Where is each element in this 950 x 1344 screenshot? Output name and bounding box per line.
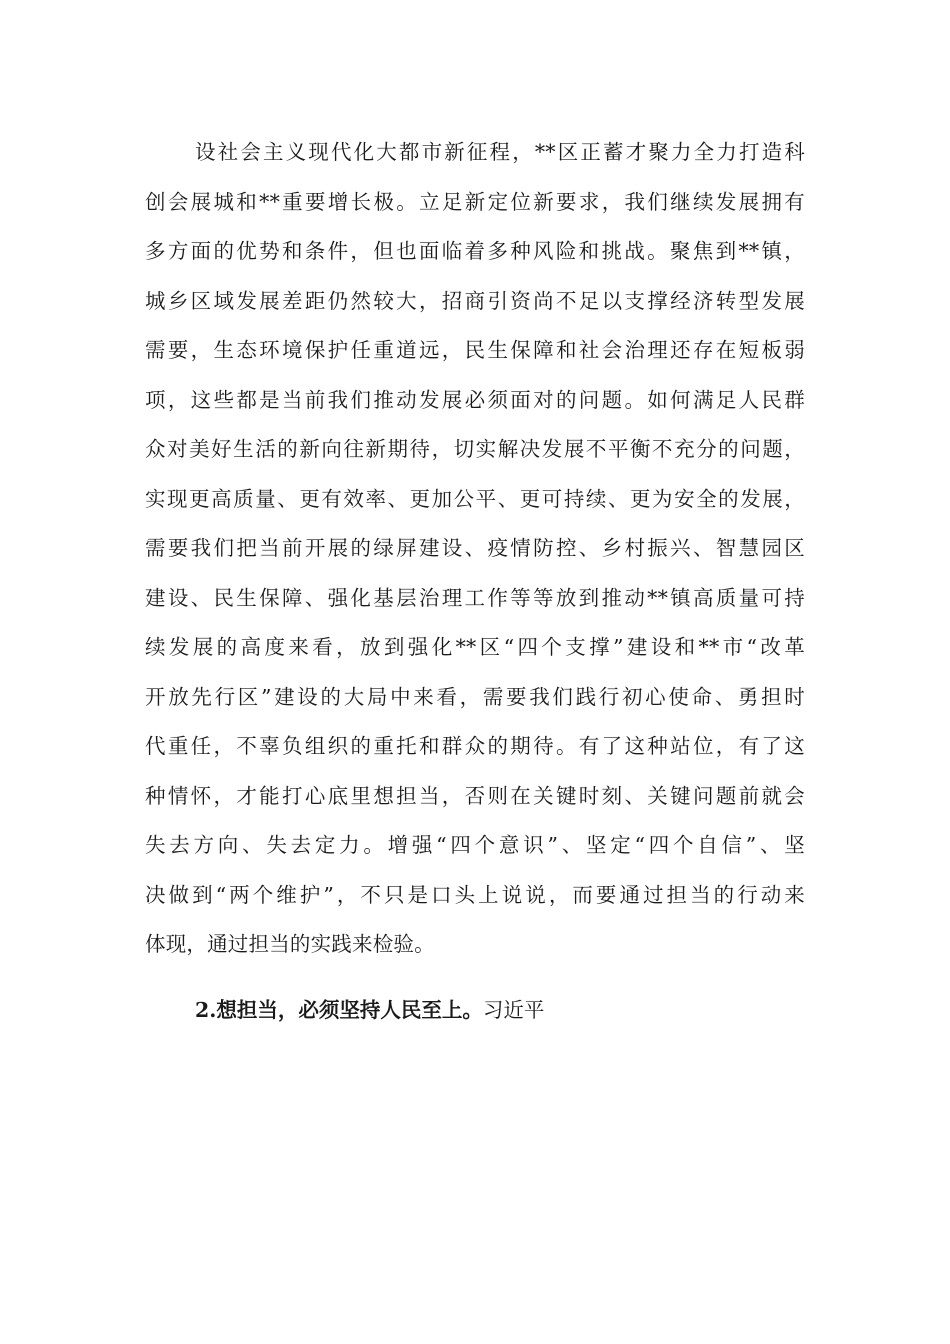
paragraph-line: 体现，通过担当的实践来检验。 [145, 932, 435, 956]
paragraph-line: 需要，生态环境保护任重道远，民生保障和社会治理还存在短板弱 [145, 338, 805, 362]
body-paragraph [145, 128, 805, 970]
section-heading-bold: 2.想担当，必须坚持人民至上。 [195, 998, 483, 1022]
paragraph-line: 代重任，不辜负组织的重托和群众的期待。有了这种站位，有了这 [145, 734, 805, 758]
paragraph-line: 创会展城和**重要增长极。立足新定位新要求，我们继续发展拥有 [145, 189, 805, 214]
paragraph-line: 种情怀，才能打心底里想担当，否则在关键时刻、关键问题前就会 [145, 783, 805, 808]
paragraph-line: 续发展的高度来看，放到强化**区“四个支撑”建设和**市“改革 [145, 635, 805, 659]
paragraph-line: 失去方向、失去定力。增强“四个意识”、坚定“四个自信”、坚 [145, 833, 805, 857]
paragraph-line: 需要我们把当前开展的绿屏建设、疫情防控、乡村振兴、智慧园区 [145, 536, 805, 560]
paragraph-line: 多方面的优势和条件，但也面临着多种风险和挑战。聚焦到**镇， [145, 239, 805, 263]
paragraph-line: 建设、民生保障、强化基层治理工作等等放到推动**镇高质量可持 [145, 585, 805, 610]
paragraph-line: 众对美好生活的新向往新期待，切实解决发展不平衡不充分的问题， [145, 437, 805, 461]
section-heading [195, 986, 544, 1036]
paragraph-line: 实现更高质量、更有效率、更加公平、更可持续、更为安全的发展， [145, 486, 805, 511]
section-heading-continuation: 习近平 [482, 998, 545, 1022]
paragraph-line: 项，这些都是当前我们推动发展必须面对的问题。如何满足人民群 [145, 387, 805, 412]
paragraph-line: 开放先行区”建设的大局中来看，需要我们践行初心使命、勇担时 [145, 684, 805, 709]
paragraph-line: 城乡区域发展差距仍然较大，招商引资尚不足以支撑经济转型发展 [145, 288, 805, 313]
paragraph-line: 设社会主义现代化大都市新征程，**区正蓄才聚力全力打造科 [195, 140, 805, 164]
paragraph-line: 决做到“两个维护”，不只是口头上说说，而要通过担当的行动来 [145, 882, 805, 907]
